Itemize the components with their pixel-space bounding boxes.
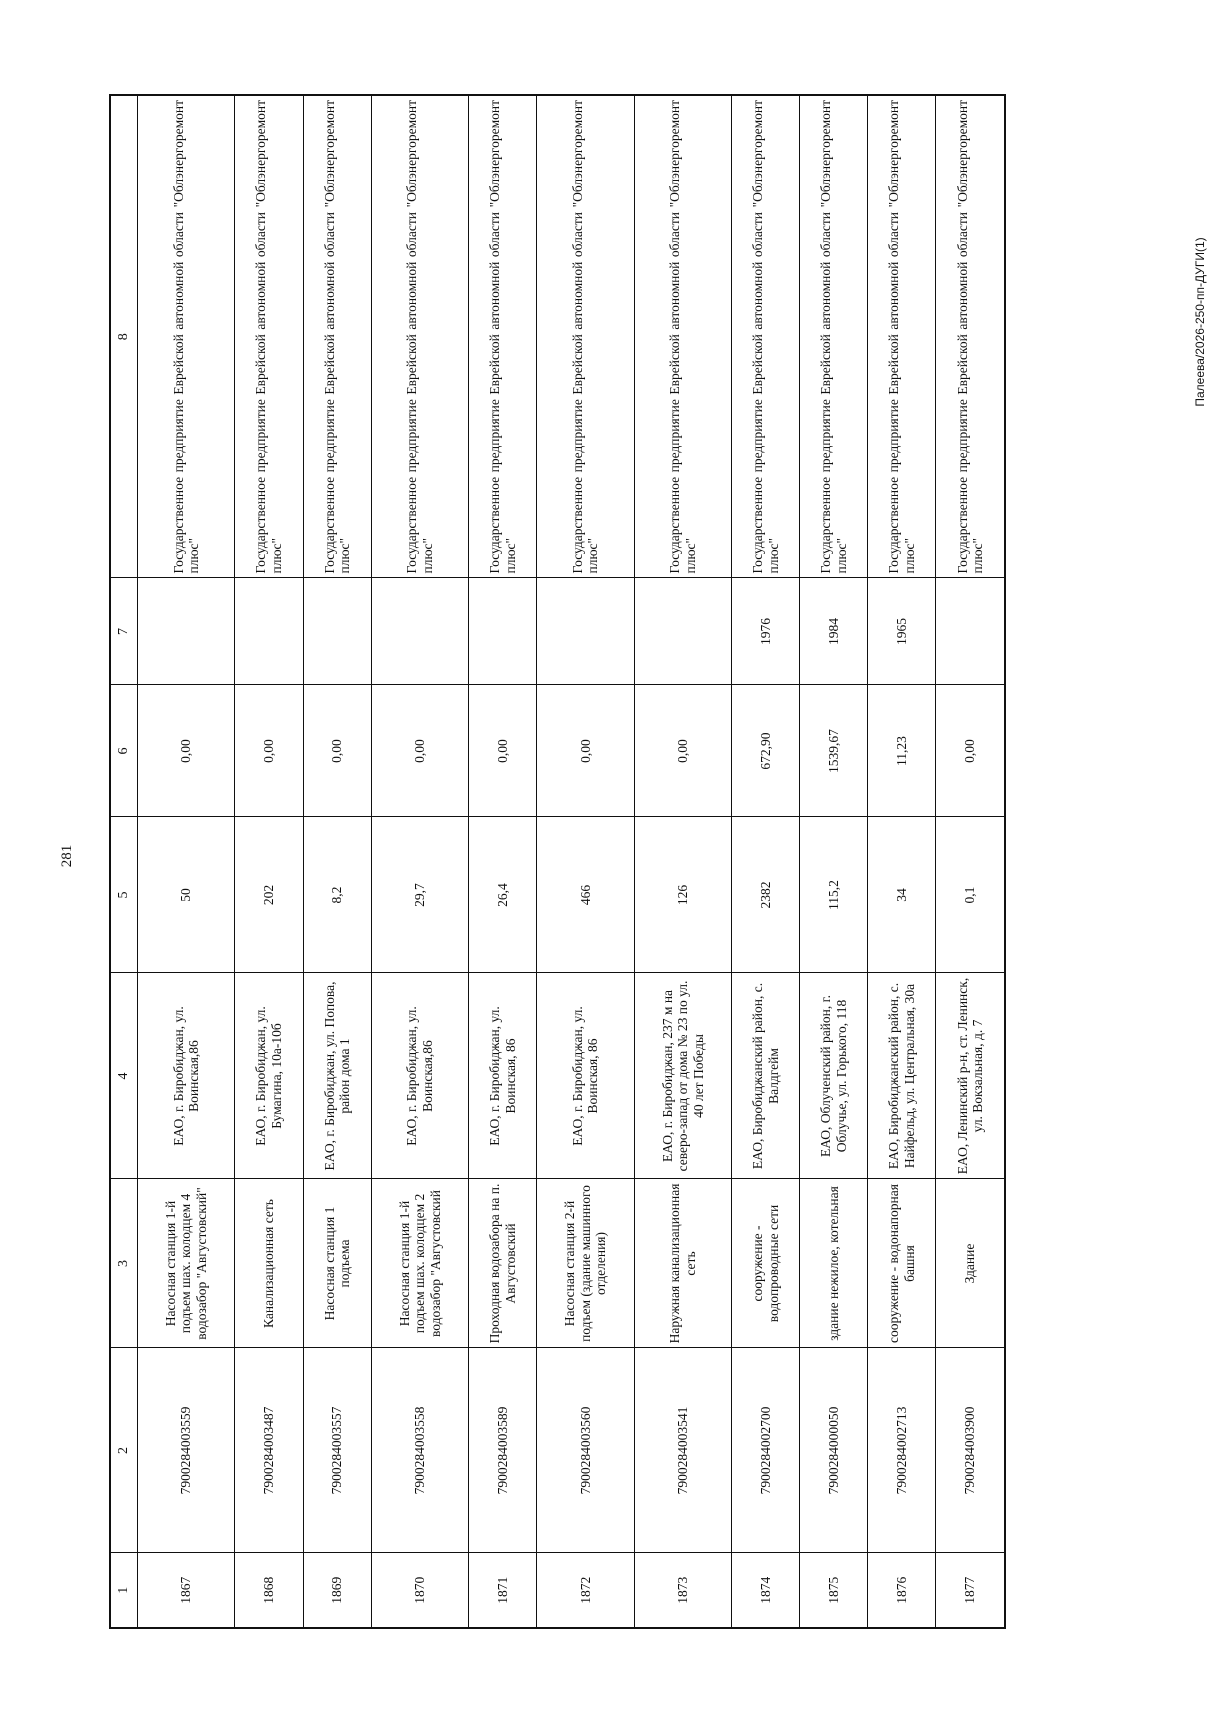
object-name-cell: Здание	[935, 1179, 1004, 1348]
year-cell: 1965	[867, 578, 935, 685]
address-cell: ЕАО, г. Биробиджан, ул. Воинская,86	[137, 973, 234, 1179]
column-number: 4	[110, 973, 138, 1179]
address-cell: ЕАО, Биробиджанский район, с. Найфельд, ул. Центральная, 30а	[867, 973, 935, 1179]
year-cell: 1984	[799, 578, 867, 685]
length-cell: 26,4	[468, 817, 536, 973]
row-number-cell: 1876	[867, 1553, 935, 1628]
address-cell: ЕАО, г. Биробиджан, ул. Воинская,86	[371, 973, 468, 1179]
table-row	[303, 95, 371, 1628]
object-name-cell: сооружение - водонапорная башня	[867, 1179, 935, 1348]
address-cell: ЕАО, г. Биробиджан, 237 м на северо-запад от дома № 23 по ул. 40 лет Победы	[634, 973, 731, 1179]
owner-cell: Государственное предприятие Еврейской автономной области "Облэнергоремонт плюс"	[731, 95, 799, 578]
value-cell: 0,00	[468, 685, 536, 817]
cadastral-code-cell: 7900284003589	[468, 1348, 536, 1553]
owner-cell: Государственное предприятие Еврейской автономной области "Облэнергоремонт плюс"	[935, 95, 1004, 578]
document-code: Палеева/2026-250-пп-ДУГИ(1)	[1193, 237, 1207, 407]
owner-cell: Государственное предприятие Еврейской автономной области "Облэнергоремонт плюс"	[137, 95, 234, 578]
cadastral-code-cell: 7900284002700	[731, 1348, 799, 1553]
address-cell: ЕАО, г. Биробиджан, ул. Воинская, 86	[468, 973, 536, 1179]
cadastral-code-cell: 7900284003558	[371, 1348, 468, 1553]
column-number: 6	[110, 685, 138, 817]
column-number: 2	[110, 1348, 138, 1553]
row-number-cell: 1877	[935, 1553, 1004, 1628]
table-row	[536, 95, 633, 1628]
owner-cell: Государственное предприятие Еврейской автономной области "Облэнергоремонт плюс"	[303, 95, 371, 578]
row-number-cell: 1874	[731, 1553, 799, 1628]
address-cell: ЕАО, Ленинский р-н, ст. Ленинск, ул. Вокзальная, д. 7	[935, 973, 1004, 1179]
row-number-cell: 1875	[799, 1553, 867, 1628]
row-number-cell: 1871	[468, 1553, 536, 1628]
owner-cell: Государственное предприятие Еврейской автономной области "Облэнергоремонт плюс"	[468, 95, 536, 578]
length-cell: 2382	[731, 817, 799, 973]
year-cell: 1976	[731, 578, 799, 685]
value-cell: 0,00	[536, 685, 633, 817]
table-row	[371, 95, 468, 1628]
year-cell	[137, 578, 234, 685]
column-number: 7	[110, 578, 138, 685]
row-number-cell: 1869	[303, 1553, 371, 1628]
owner-cell: Государственное предприятие Еврейской автономной области "Облэнергоремонт плюс"	[234, 95, 302, 578]
cadastral-code-cell: 7900284002713	[867, 1348, 935, 1553]
year-cell	[935, 578, 1004, 685]
owner-cell: Государственное предприятие Еврейской автономной области "Облэнергоремонт плюс"	[536, 95, 633, 578]
table-row	[799, 95, 867, 1628]
page-number: 281	[59, 844, 75, 868]
object-name-cell: Наружная канализационная сеть	[634, 1179, 731, 1348]
length-cell: 115,2	[799, 817, 867, 973]
owner-cell: Государственное предприятие Еврейской автономной области "Облэнергоремонт плюс"	[371, 95, 468, 578]
value-cell: 0,00	[935, 685, 1004, 817]
column-number-row	[110, 95, 138, 1628]
length-cell: 34	[867, 817, 935, 973]
row-number-cell: 1872	[536, 1553, 633, 1628]
cadastral-code-cell: 7900284003560	[536, 1348, 633, 1553]
cadastral-code-cell: 7900284003487	[234, 1348, 302, 1553]
table-row	[137, 95, 234, 1628]
year-cell	[468, 578, 536, 685]
address-cell: ЕАО, Биробиджанский район, с. Валдгейм	[731, 973, 799, 1179]
table-row	[468, 95, 536, 1628]
owner-cell: Государственное предприятие Еврейской автономной области "Облэнергоремонт плюс"	[799, 95, 867, 578]
object-name-cell: Проходная водозабора на п. Августовский	[468, 1179, 536, 1348]
length-cell: 50	[137, 817, 234, 973]
cadastral-code-cell: 7900284003557	[303, 1348, 371, 1553]
year-cell	[234, 578, 302, 685]
row-number-cell: 1867	[137, 1553, 234, 1628]
length-cell: 466	[536, 817, 633, 973]
table-row	[634, 95, 731, 1628]
object-name-cell: Насосная станция 1-й подъем шах. колодцем 2 водозабор "Августовский	[371, 1179, 468, 1348]
cadastral-code-cell: 7900284003559	[137, 1348, 234, 1553]
object-name-cell: Канализационная сеть	[234, 1179, 302, 1348]
property-registry-table	[109, 94, 1006, 1629]
length-cell: 202	[234, 817, 302, 973]
object-name-cell: Насосная станция 1 подъема	[303, 1179, 371, 1348]
value-cell: 672,90	[731, 685, 799, 817]
cadastral-code-cell: 7900284000050	[799, 1348, 867, 1553]
address-cell: ЕАО, г. Биробиджан, ул. Бумагина, 10а-10б	[234, 973, 302, 1179]
address-cell: ЕАО, г. Биробиджан, ул. Воинская, 86	[536, 973, 633, 1179]
column-number: 1	[110, 1553, 138, 1628]
table-row	[867, 95, 935, 1628]
object-name-cell: Насосная станция 2-й подъем (здание машинного отделения)	[536, 1179, 633, 1348]
column-number: 8	[110, 95, 138, 578]
row-number-cell: 1873	[634, 1553, 731, 1628]
table-row	[234, 95, 302, 1628]
owner-cell: Государственное предприятие Еврейской автономной области "Облэнергоремонт плюс"	[867, 95, 935, 578]
rotated-sheet	[109, 96, 1006, 1629]
value-cell: 1539,67	[799, 685, 867, 817]
object-name-cell: сооружение - водопроводные сети	[731, 1179, 799, 1348]
year-cell	[371, 578, 468, 685]
length-cell: 8,2	[303, 817, 371, 973]
length-cell: 126	[634, 817, 731, 973]
object-name-cell: здание нежилое, котельная	[799, 1179, 867, 1348]
owner-cell: Государственное предприятие Еврейской автономной области "Облэнергоремонт плюс"	[634, 95, 731, 578]
value-cell: 0,00	[371, 685, 468, 817]
table-row	[731, 95, 799, 1628]
address-cell: ЕАО, Облученский район, г. Облучье, ул. Горького, 118	[799, 973, 867, 1179]
length-cell: 29,7	[371, 817, 468, 973]
year-cell	[634, 578, 731, 685]
length-cell: 0,1	[935, 817, 1004, 973]
year-cell	[303, 578, 371, 685]
object-name-cell: Насосная станция 1-й подъем шах. колодцем 4 водозабор "Августовский"	[137, 1179, 234, 1348]
column-number: 5	[110, 817, 138, 973]
row-number-cell: 1870	[371, 1553, 468, 1628]
row-number-cell: 1868	[234, 1553, 302, 1628]
address-cell: ЕАО, г. Биробиджан, ул. Попова, район дома 1	[303, 973, 371, 1179]
cadastral-code-cell: 7900284003541	[634, 1348, 731, 1553]
year-cell	[536, 578, 633, 685]
cadastral-code-cell: 7900284003900	[935, 1348, 1004, 1553]
column-number: 3	[110, 1179, 138, 1348]
value-cell: 0,00	[234, 685, 302, 817]
value-cell: 0,00	[137, 685, 234, 817]
value-cell: 11,23	[867, 685, 935, 817]
table-row	[935, 95, 1004, 1628]
value-cell: 0,00	[634, 685, 731, 817]
value-cell: 0,00	[303, 685, 371, 817]
